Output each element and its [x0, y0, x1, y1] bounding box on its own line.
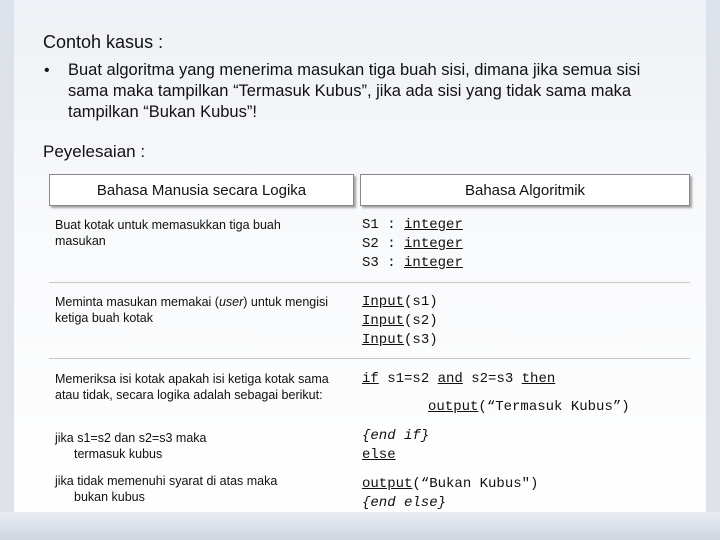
code-var: S1 [362, 217, 379, 233]
code-keyword-input: Input [362, 313, 405, 329]
code-comment-end-if: {end if} [362, 428, 430, 444]
code-condition: s2=s3 [462, 371, 522, 387]
code-comment-end-else: {end else} [362, 495, 447, 511]
slide-footer-bar [0, 512, 720, 540]
code-output-arg: (“Termasuk Kubus”) [478, 399, 630, 415]
code-type: integer [404, 236, 463, 252]
code-colon: : [378, 217, 405, 233]
header-logic-label: Bahasa Manusia secara Logika [96, 181, 307, 199]
code-output-bukan [362, 475, 538, 513]
code-inputs [362, 293, 438, 350]
code-keyword-else: else [362, 447, 396, 463]
logic-line: jika tidak memenuhi syarat di atas maka [55, 474, 278, 488]
code-if-line [362, 370, 555, 389]
code-keyword-output: output [428, 399, 479, 415]
logic-text: ) untuk mengisi ketiga buah kotak [55, 295, 329, 325]
header-algorithm-column [360, 174, 690, 206]
code-condition: s1=s2 [378, 371, 438, 387]
logic-row-1: Buat kotak untuk memasukkan tiga buah masukan [55, 218, 281, 248]
code-colon: : [378, 236, 405, 252]
row-divider [49, 358, 690, 359]
code-output-termasuk [428, 398, 630, 417]
code-arg: (s3) [404, 332, 438, 348]
logic-line-indented: termasuk kubus [74, 447, 163, 461]
code-var: S2 [362, 236, 379, 252]
code-arg: (s2) [404, 313, 438, 329]
code-keyword-output: output [362, 476, 413, 492]
logic-row-2 [55, 294, 335, 326]
code-type: integer [404, 217, 463, 233]
logic-row-4 [55, 430, 345, 462]
logic-row-3: Memeriksa isi kotak apakah isi ketiga kotak sama atau tidak, secara logika adalah sebagai berikut: [55, 372, 329, 402]
code-keyword-input: Input [362, 332, 405, 348]
logic-text-italic: user [218, 295, 244, 309]
code-keyword-input: Input [362, 294, 405, 310]
code-keyword-then: then [521, 371, 556, 387]
bullet-marker: • [44, 62, 50, 79]
code-colon: : [378, 255, 405, 271]
code-end-if-else [362, 427, 429, 465]
slide-title: Contoh kasus : [43, 32, 164, 52]
logic-line-indented: bukan kubus [74, 490, 145, 504]
code-keyword-and: and [437, 371, 463, 387]
logic-row-5 [55, 473, 345, 505]
solution-heading: Peyelesaian : [43, 142, 146, 161]
logic-text: Meminta masukan memakai ( [55, 295, 219, 309]
header-logic-column [49, 174, 354, 206]
row-divider [49, 282, 690, 283]
code-arg: (s1) [404, 294, 438, 310]
header-algorithm-label: Bahasa Algoritmik [464, 181, 586, 199]
code-var: S3 [362, 255, 379, 271]
code-declarations [362, 216, 463, 273]
case-description: Buat algoritma yang menerima masukan tiga buah sisi, dimana jika semua sisi sama maka tampilkan “Termasuk Kubus”, jika ada sisi yang tidak sama maka tampilkan “Bukan Kubus”! [68, 61, 641, 121]
code-output-arg: (“Bukan Kubus") [412, 476, 539, 492]
code-type: integer [404, 255, 463, 271]
code-keyword-if: if [362, 371, 379, 387]
logic-line: jika s1=s2 dan s2=s3 maka [55, 431, 207, 445]
